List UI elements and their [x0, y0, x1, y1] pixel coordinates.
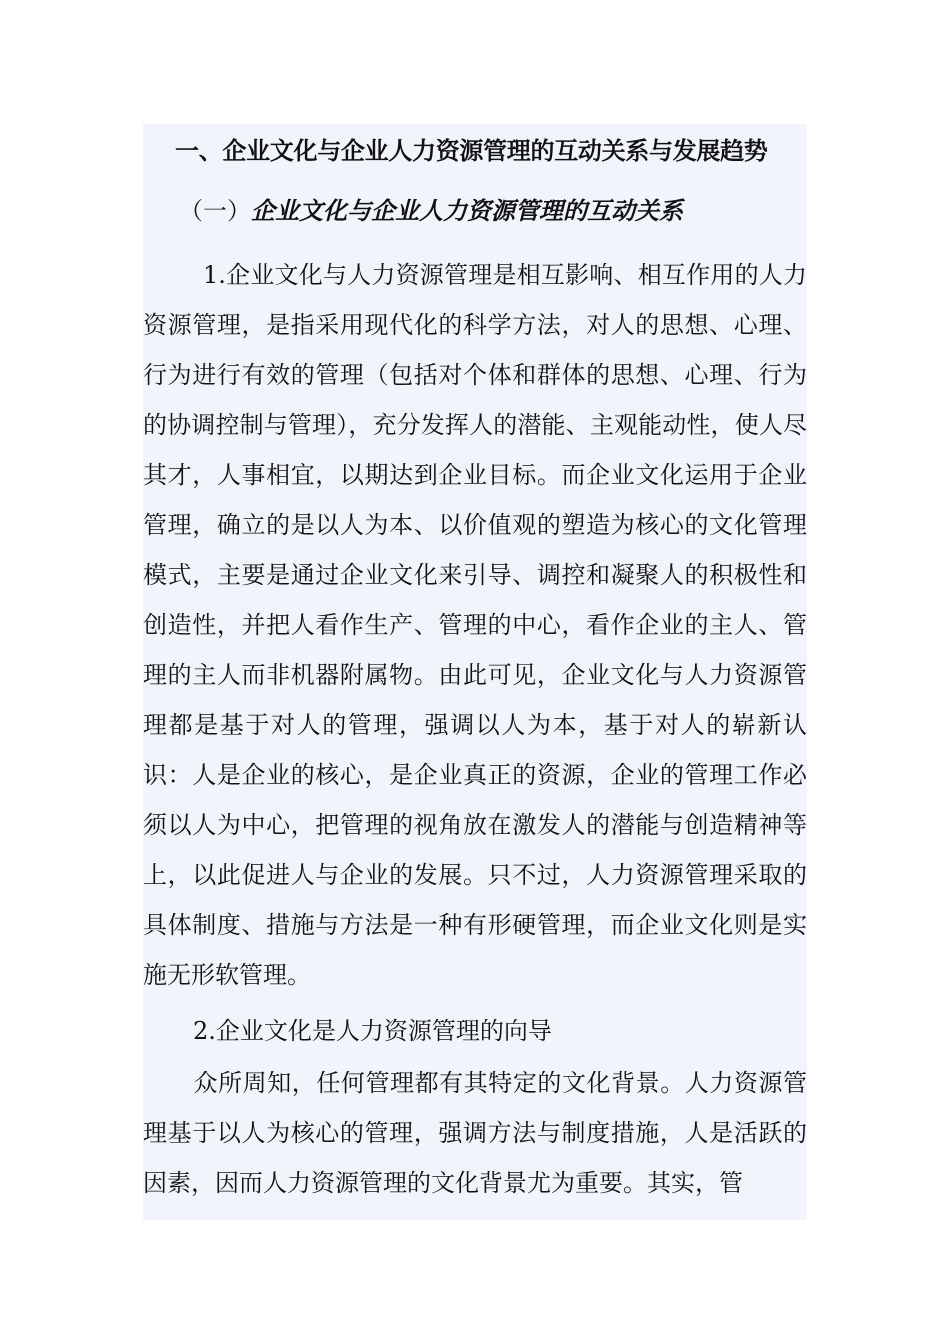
- paragraph-3: [143, 1058, 807, 1208]
- paragraph-2-text: 2.企业文化是人力资源管理的向导: [193, 1017, 552, 1045]
- paragraph-1: [143, 250, 807, 1000]
- paragraph-1-text: 1.企业文化与人力资源管理是相互影响、相互作用的人力资源管理，是指采用现代化的科学方法，对人的思想、心理、行为进行有效的管理（包括对个体和群体的思想、心理、行为的协调控制与管理），充分发挥人的潜能、主观能动性，使人尽其才，人事相宜，以期达到企业目标。而企业文化运用于企业管理，确立的是以人为本、以价值观的塑造为核心的文化管理模式，主要是通过企业文化来引导、调控和凝聚人的积极性和创造性，并把人看作生产、管理的中心，看作企业的主人、管理的主人而非机器附属物。由此可见，企业文化与人力资源管理都是基于对人的管理，强调以人为本，基于对人的崭新认识：人是企业的核心，是企业真正的资源，企业的管理工作必须以人为中心，把管理的视角放在激发人的潜能与创造精神等上，以此促进人与企业的发展。只不过，人力资源管理采取的具体制度、措施与方法是一种有形硬管理，而企业文化则是实施无形软管理。: [143, 261, 807, 989]
- subsection-title: 企业文化与企业人力资源管理的互动关系: [251, 196, 683, 225]
- subsection-number: （一）: [179, 197, 251, 225]
- subsection-heading: [179, 194, 799, 228]
- document-body: [143, 124, 807, 1220]
- section-heading: 一、企业文化与企业人力资源管理的互动关系与发展趋势: [175, 136, 768, 165]
- paragraph-2: [143, 1006, 807, 1056]
- paragraph-3-text: 众所周知，任何管理都有其特定的文化背景。人力资源管理基于以人为核心的管理，强调方法与制度措施，人是活跃的因素，因而人力资源管理的文化背景尤为重要。其实，管: [143, 1069, 807, 1197]
